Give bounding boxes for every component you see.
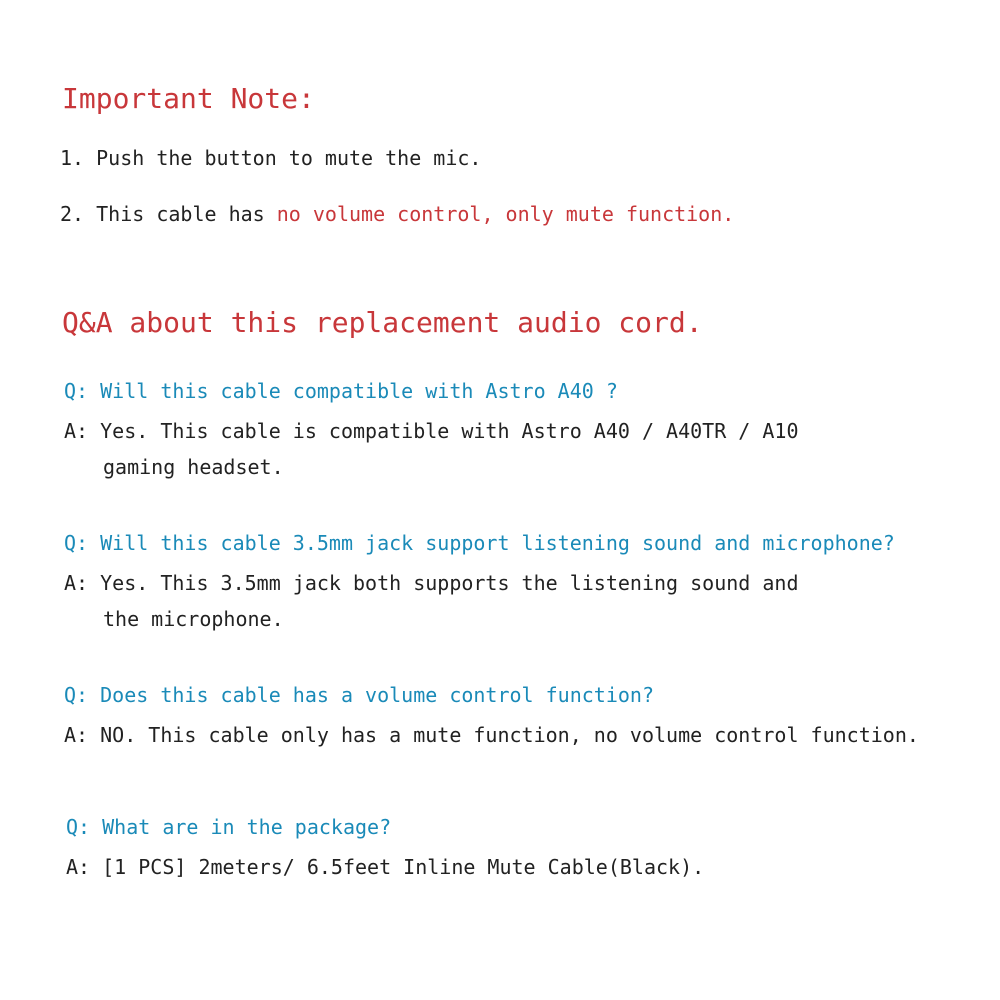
important-note-title: Important Note: [62, 82, 315, 115]
note-item-1: 1. Push the button to mute the mic. [60, 146, 482, 170]
answer-3-line-1: A: NO. This cable only has a mute function, no volume control function. [64, 723, 919, 747]
answer-4-line-1: A: [1 PCS] 2meters/ 6.5feet Inline Mute Cable(Black). [66, 855, 705, 879]
question-1: Q: Will this cable compatible with Astro A40 ? [64, 379, 618, 403]
question-4: Q: What are in the package? [66, 815, 392, 839]
answer-1-line-2: gaming headset. [103, 455, 284, 479]
question-3: Q: Does this cable has a volume control function? [64, 683, 655, 707]
answer-2-line-1: A: Yes. This 3.5mm jack both supports the listening sound and [64, 571, 799, 595]
answer-1-line-1: A: Yes. This cable is compatible with Astro A40 / A40TR / A10 [64, 419, 799, 443]
question-2: Q: Will this cable 3.5mm jack support listening sound and microphone? [64, 531, 895, 555]
qa-title: Q&A about this replacement audio cord. [62, 306, 703, 339]
note-item-2-prefix: 2. This cable has [60, 202, 277, 226]
note-item-2-highlight: no volume control, only mute function. [276, 202, 735, 226]
note-item-2 [60, 202, 734, 226]
answer-2-line-2: the microphone. [103, 607, 284, 631]
